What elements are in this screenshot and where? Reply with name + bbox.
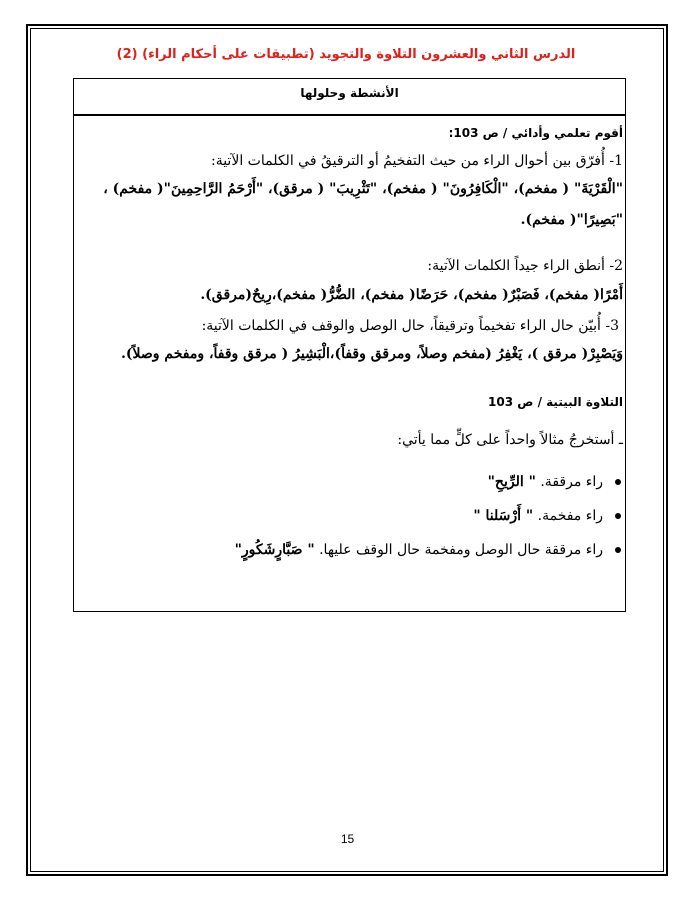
lesson-title: الدرس الثاني والعشرون التلاوة والتجويد (تطبيقات على أحكام الراء) (2) [116,47,576,62]
list-item: راء مفخمة. " أَرْسَلنا " [473,508,621,524]
question-2: 2- أنطق الراء جيداً الكلمات الآتية: [427,258,623,274]
bullet-icon [615,479,621,485]
activities-box-header: الأنشطة وحلولها [73,78,626,116]
question-3: 3- أُبيّن حال الراء تفخيماً وترقيقاً، حال الوصل والوقف في الكلمات الآتية: [201,318,619,334]
page-number: 15 [340,832,355,846]
bullet-icon [615,513,621,519]
list-item: راء مرققة. " الرِّيحِ" [488,474,621,490]
question-1-answer-line-1: "الْقَرْيَةَ" ( مفخم)، "الْكَافِرُونَ" ( مفخم)، "تَثْرِيبَ" ( مرقق)، "أَرْحَمُ الرَّاحِمِينَ"( مفخم) ، [103,181,623,197]
bullet-icon [615,547,621,553]
list-item: راء مرققة حال الوصل ومفخمة حال الوقف عليها. " صَبَّارٍشَكُورٍ" [235,542,621,558]
question-1: 1- أُفرّق بين أحوال الراء من حيث التفخيمُ أو الترقيقُ في الكلمات الآتية: [210,153,623,169]
question-3-answer: وَيَصْبِرْ( مرقق )، يَغْفِرُ (مفخم وصلاً، ومرقق وقفاً)،الْبَشِيرُ ( مرقق وقفاً، ومفخم وصلاً). [121,346,623,362]
question-2-answer: أَمْرًا( مفخم)، فَصَبْرٌ( مفخم)، حَرَضًا( مفخم)، الضُّرُّ( مفخم)،رِيحٌ(مرقق). [200,287,623,303]
question-1-answer-line-2: "بَصِيرًا"( مفخم). [520,212,623,228]
section2-instruction: ـ أستخرجُ مثالاً واحداً على كلٍّ مما يأتي: [397,432,623,448]
section2-heading: التلاوة البيتية / ص 103 [488,395,623,409]
section1-heading: أقوم تعلمي وأدائي / ص 103: [448,126,623,140]
